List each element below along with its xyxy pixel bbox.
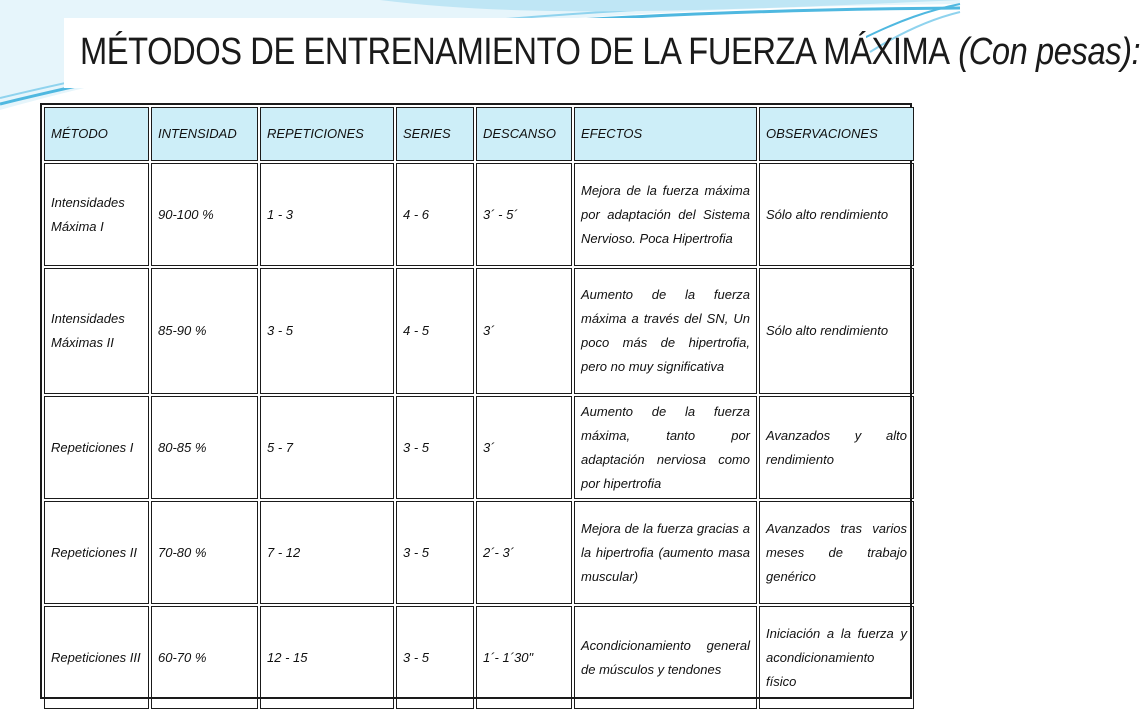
cell-series: 4 - 6 — [396, 163, 474, 266]
header-descanso: DESCANSO — [476, 107, 572, 161]
cell-descanso: 3´ — [476, 396, 572, 499]
cell-metodo: Repeticiones III — [44, 606, 149, 709]
methods-table-frame — [40, 103, 912, 699]
cell-metodo: Intensidades Máximas II — [44, 268, 149, 394]
header-intensidad: INTENSIDAD — [151, 107, 258, 161]
cell-descanso: 3´ - 5´ — [476, 163, 572, 266]
cell-metodo: Repeticiones I — [44, 396, 149, 499]
page-title — [80, 28, 1140, 76]
cell-repeticiones: 12 - 15 — [260, 606, 394, 709]
cell-intensidad: 70-80 % — [151, 501, 258, 604]
cell-descanso: 2´- 3´ — [476, 501, 572, 604]
table-row — [44, 606, 914, 709]
cell-repeticiones: 1 - 3 — [260, 163, 394, 266]
table-row — [44, 501, 914, 604]
cell-series: 4 - 5 — [396, 268, 474, 394]
cell-repeticiones: 5 - 7 — [260, 396, 394, 499]
header-metodo: MÉTODO — [44, 107, 149, 161]
cell-observaciones: Sólo alto rendimiento — [759, 268, 914, 394]
header-efectos: EFECTOS — [574, 107, 757, 161]
cell-intensidad: 80-85 % — [151, 396, 258, 499]
cell-repeticiones: 3 - 5 — [260, 268, 394, 394]
table-row — [44, 268, 914, 394]
table-header-row — [44, 107, 914, 161]
cell-series: 3 - 5 — [396, 396, 474, 499]
methods-table — [42, 105, 916, 711]
title-paren: (Con pesas): — [949, 31, 1140, 73]
header-repeticiones: REPETICIONES — [260, 107, 394, 161]
cell-efectos: Aumento de la fuerza máxima a través del SN, Un poco más de hipertrofia, pero no muy significativa — [574, 268, 757, 394]
cell-observaciones: Iniciación a la fuerza y acondicionamiento físico — [759, 606, 914, 709]
cell-efectos: Mejora de la fuerza gracias a la hipertrofia (aumento masa muscular) — [574, 501, 757, 604]
cell-efectos: Aumento de la fuerza máxima, tanto por adaptación nerviosa como por hipertrofia — [574, 396, 757, 499]
table-row — [44, 163, 914, 266]
cell-repeticiones: 7 - 12 — [260, 501, 394, 604]
table-row — [44, 396, 914, 499]
cell-metodo: Intensidades Máxima I — [44, 163, 149, 266]
cell-observaciones: Sólo alto rendimiento — [759, 163, 914, 266]
cell-series: 3 - 5 — [396, 501, 474, 604]
cell-descanso: 3´ — [476, 268, 572, 394]
cell-efectos: Acondicionamiento general de músculos y tendones — [574, 606, 757, 709]
cell-series: 3 - 5 — [396, 606, 474, 709]
cell-intensidad: 60-70 % — [151, 606, 258, 709]
cell-observaciones: Avanzados y alto rendimiento — [759, 396, 914, 499]
title-main: MÉTODOS DE ENTRENAMIENTO DE LA FUERZA MÁXIMA — [80, 31, 950, 73]
cell-intensidad: 90-100 % — [151, 163, 258, 266]
header-observaciones: OBSERVACIONES — [759, 107, 914, 161]
cell-descanso: 1´- 1´30" — [476, 606, 572, 709]
header-series: SERIES — [396, 107, 474, 161]
cell-efectos: Mejora de la fuerza máxima por adaptación del Sistema Nervioso. Poca Hipertrofia — [574, 163, 757, 266]
cell-intensidad: 85-90 % — [151, 268, 258, 394]
cell-metodo: Repeticiones II — [44, 501, 149, 604]
cell-observaciones: Avanzados tras varios meses de trabajo genérico — [759, 501, 914, 604]
